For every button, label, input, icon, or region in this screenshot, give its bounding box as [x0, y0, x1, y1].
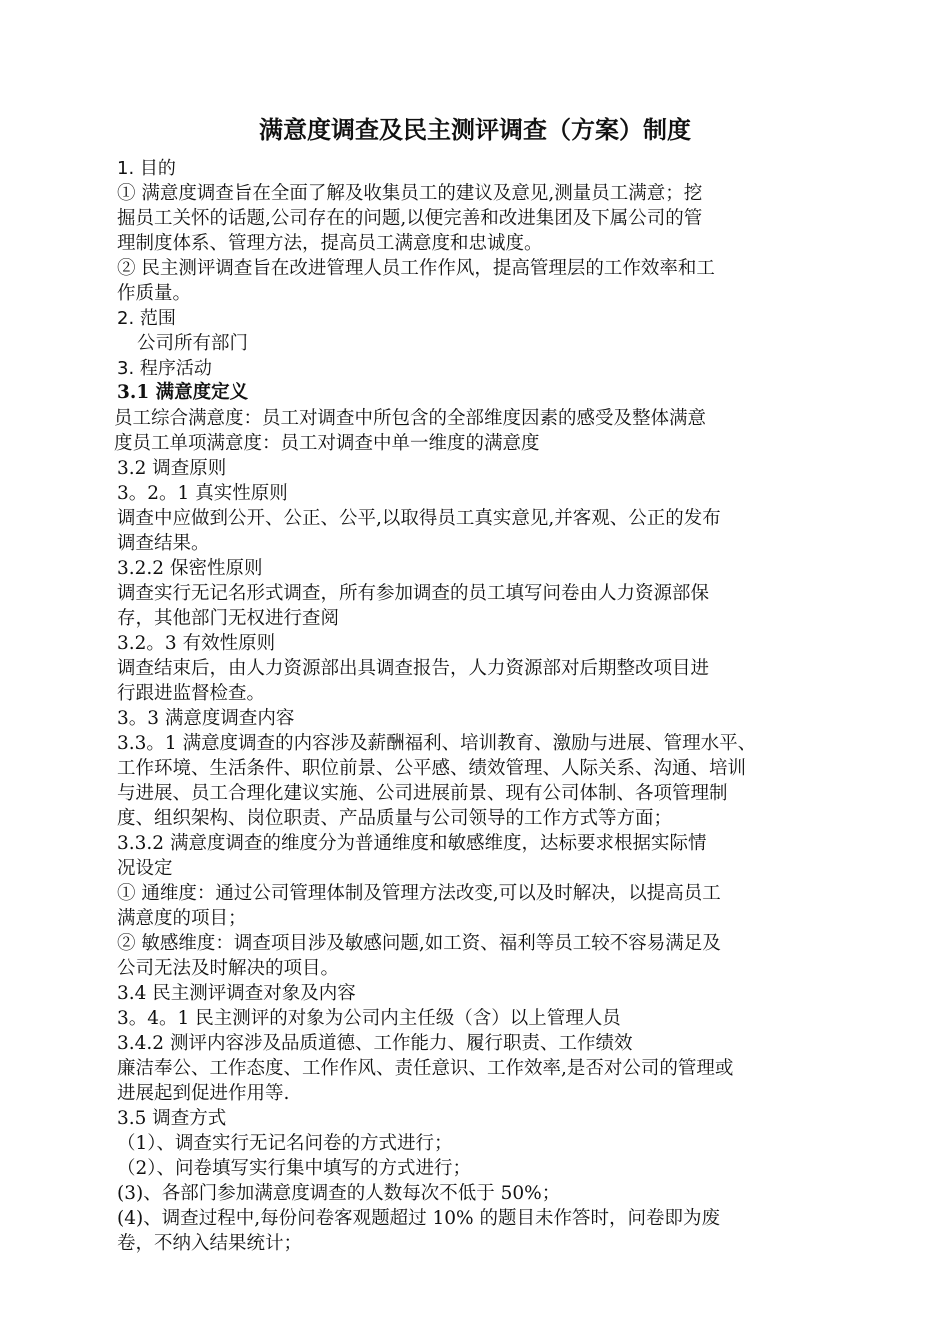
list-item: （2）、问卷填写实行集中填写的方式进行；	[117, 1158, 472, 1179]
paragraph-line: 3.3。1 满意度调查的内容涉及薪酬福利、培训教育、激励与进展、管理水平、	[117, 733, 757, 754]
paragraph-line: 作质量。	[117, 283, 192, 304]
paragraph-line: 调查中应做到公开、公正、公平,以取得员工真实意见,并客观、公正的发布	[117, 508, 721, 529]
paragraph-line: 行跟进监督检查。	[117, 683, 266, 704]
subheading: 3.2 调查原则	[117, 458, 227, 479]
paragraph-line: 与进展、员工合理化建议实施、公司进展前景、现有公司体制、各项管理制	[117, 783, 728, 804]
paragraph-line: ② 敏感维度：调查项目涉及敏感问题,如工资、福利等员工较不容易满足及	[117, 933, 721, 954]
paragraph-line: 公司所有部门	[137, 333, 249, 354]
paragraph-line: 况设定	[117, 858, 173, 879]
heading-purpose: 1. 目的	[117, 158, 176, 179]
list-item: 卷，不纳入结果统计；	[117, 1233, 303, 1254]
paragraph-line: 存，其他部门无权进行查阅	[117, 608, 340, 629]
heading-procedure: 3. 程序活动	[117, 358, 212, 379]
paragraph-line: 调查结束后，由人力资源部出具调查报告，人力资源部对后期整改项目进	[117, 658, 710, 679]
subheading: 3。3 满意度调查内容	[117, 708, 295, 729]
paragraph-line: 调查结果。	[117, 533, 210, 554]
paragraph-line: ① 满意度调查旨在全面了解及收集员工的建议及意见,测量员工满意；挖	[117, 183, 703, 204]
document-title: 满意度调查及民主测评调查（方案）制度	[259, 115, 691, 144]
paragraph-line: 满意度的项目；	[117, 908, 247, 929]
paragraph-line: 廉洁奉公、工作态度、工作作风、责任意识、工作效率,是否对公司的管理或	[117, 1058, 734, 1079]
paragraph-line: 员工综合满意度：员工对调查中所包含的全部维度因素的感受及整体满意	[114, 408, 707, 429]
subheading: 3。2。1 真实性原则	[117, 483, 288, 504]
heading-scope: 2. 范围	[117, 308, 176, 329]
list-item: (3)、各部门参加满意度调查的人数每次不低于 50%；	[117, 1183, 561, 1204]
subheading: 3.5 调查方式	[117, 1108, 227, 1129]
heading-satisfaction-definition: 3.1 满意度定义	[117, 382, 249, 403]
paragraph-line: 公司无法及时解决的项目。	[117, 958, 340, 979]
subheading: 3.4 民主测评调查对象及内容	[117, 983, 356, 1004]
paragraph-line: 掘员工关怀的话题,公司存在的问题,以便完善和改进集团及下属公司的管	[117, 208, 703, 229]
list-item: (4)、调查过程中,每份问卷客观题超过 10% 的题目未作答时，问卷即为废	[117, 1208, 720, 1229]
paragraph-line: 理制度体系、管理方法，提高员工满意度和忠诚度。	[117, 233, 543, 254]
paragraph-line: 工作环境、生活条件、职位前景、公平感、绩效管理、人际关系、沟通、培训	[117, 758, 747, 779]
paragraph-line: 3.3.2 满意度调查的维度分为普通维度和敏感维度，达标要求根据实际情	[117, 833, 707, 854]
paragraph-line: ② 民主测评调查旨在改进管理人员工作作风，提高管理层的工作效率和工	[117, 258, 715, 279]
paragraph-line: ① 通维度：通过公司管理体制及管理方法改变,可以及时解决，以提高员工	[117, 883, 721, 904]
paragraph-line: 度员工单项满意度：员工对调查中单一维度的满意度	[114, 433, 540, 454]
paragraph-line: 度、组织架构、岗位职责、产品质量与公司领导的工作方式等方面；	[117, 808, 673, 829]
paragraph-line: 3.4.2 测评内容涉及品质道德、工作能力、履行职责、工作绩效	[117, 1033, 633, 1054]
paragraph-line: 调查实行无记名形式调查，所有参加调查的员工填写问卷由人力资源部保	[117, 583, 710, 604]
subheading: 3.2。3 有效性原则	[117, 633, 276, 654]
paragraph-line: 3。4。1 民主测评的对象为公司内主任级（含）以上管理人员	[117, 1008, 621, 1029]
subheading: 3.2.2 保密性原则	[117, 558, 263, 579]
paragraph-line: 进展起到促进作用等.	[117, 1083, 290, 1104]
list-item: （1）、调查实行无记名问卷的方式进行；	[117, 1133, 453, 1154]
